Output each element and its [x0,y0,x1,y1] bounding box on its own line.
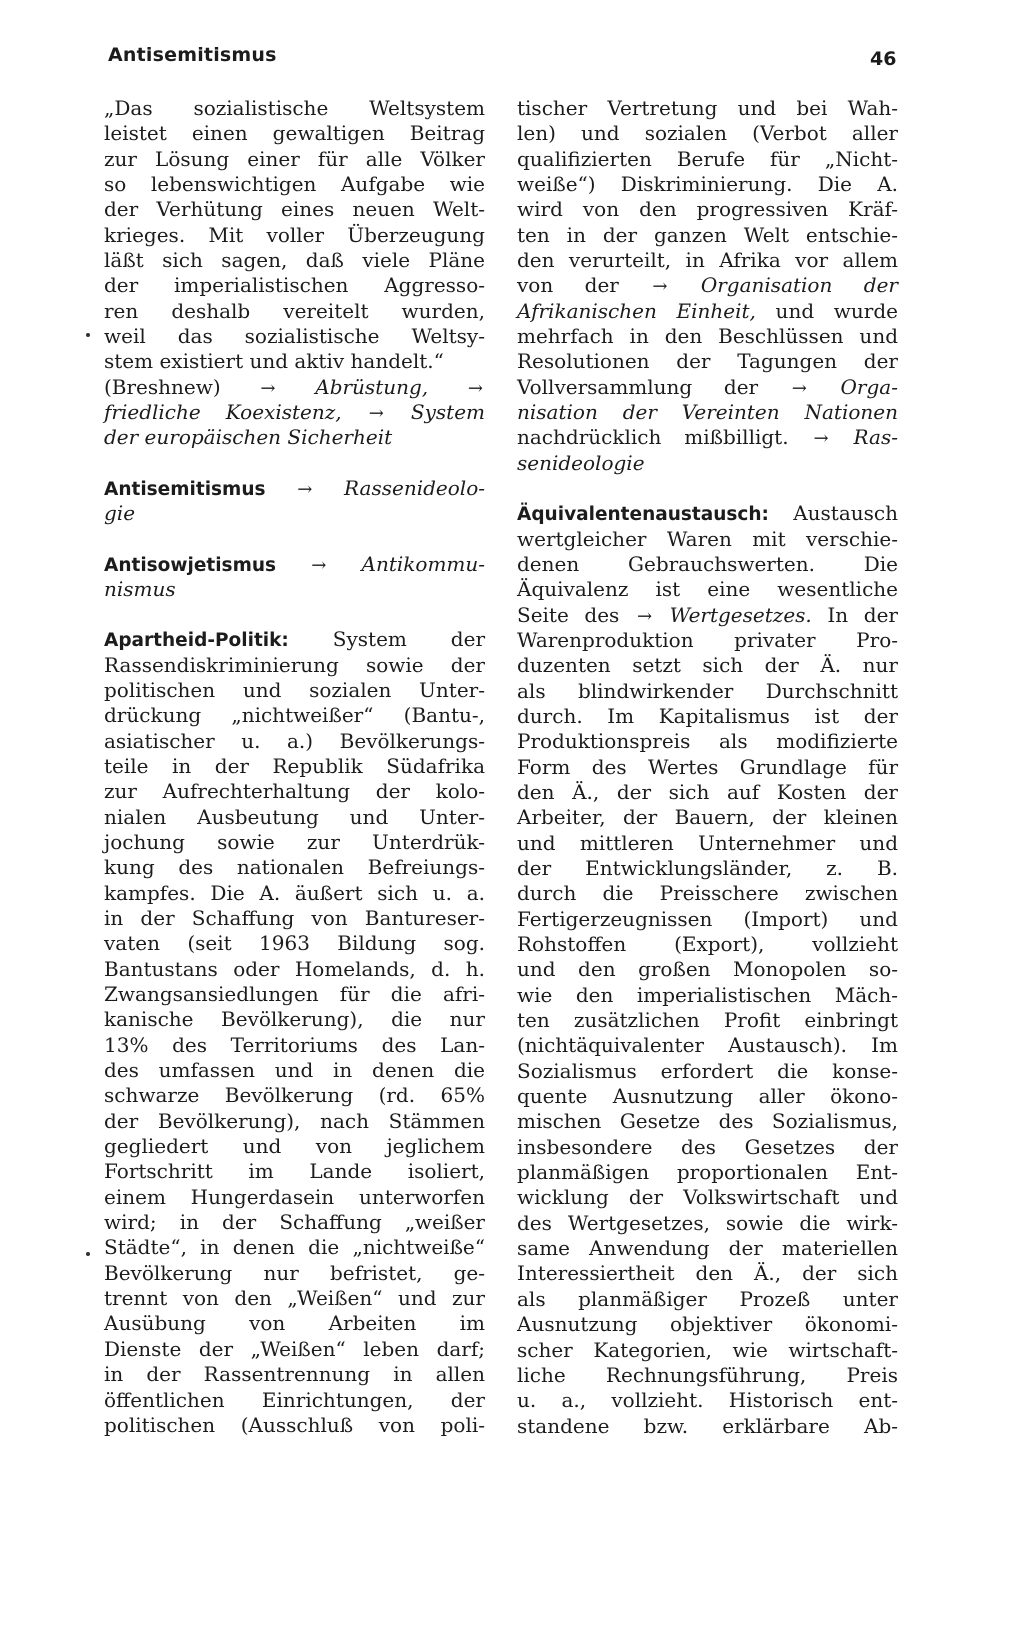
text-line [104,1083,485,1108]
body-text: durch die Preisschere zwischen [517,881,898,906]
text-line [104,1311,485,1336]
body-text: der Entwicklungsländer, z. B. [517,855,898,880]
text-line [517,1135,898,1160]
text-line [104,1337,485,1362]
text-line [104,501,485,526]
body-text: der Bevölkerung), nach Stämmen [104,1108,485,1133]
body-text: weil das sozialistische Weltsy- [104,324,485,349]
page-number: 46 [870,48,897,70]
text-line [104,1159,485,1184]
text-line [517,1109,898,1134]
text-line [104,425,485,450]
cross-reference-arrow-icon: → [813,428,829,450]
cross-reference-text: nisation der Vereinten Nationen [517,400,898,425]
cross-reference-text: Ras- [830,425,898,450]
text-line [517,501,898,526]
body-text: Arbeiter, der Bauern, der kleinen [517,805,898,830]
body-text: Rohstoffen (Export), vollzieht [517,932,898,956]
text-line [517,1084,898,1109]
cross-reference-text: Rassenideolo- [314,475,485,500]
body-text: zur Aufrechterhaltung der kolo- [104,779,485,804]
running-head: Antisemitismus [108,44,277,66]
text-line [517,1211,898,1236]
text-line [104,779,485,804]
text-line [104,931,485,956]
body-text: qualifizierten Berufe für „Nicht- [517,146,898,171]
body-text: (Breshnew) [104,374,259,399]
text-line [104,96,485,121]
body-text: liche Rechnungsführung, Preis [517,1362,898,1387]
body-text: scher Kategorien, wie wirtschaft- [517,1337,898,1362]
text-line [517,1059,898,1084]
text-line [104,881,485,906]
text-line [104,1033,485,1058]
text-line [104,324,485,349]
entry-term: Apartheid-Politik: [104,630,289,652]
body-text: und mittleren Unternehmer und [517,830,898,855]
text-line [517,907,898,932]
print-speck [86,333,90,337]
text-line [517,1236,898,1261]
text-line [104,400,485,425]
body-text: in der Schaffung von Bantureser- [104,905,485,930]
body-text: politischen und sozialen Unter- [104,677,485,702]
cross-reference-arrow-icon: → [652,276,668,298]
text-line [517,653,898,678]
body-text: Dienste der „Weißen“ leben darf; [104,1336,485,1361]
text-line [517,704,898,729]
text-line [104,805,485,830]
cross-reference-text: Afrikanischen Einheit, [517,298,756,323]
body-text: gegliedert und von jeglichem [104,1134,485,1159]
text-line [104,1007,485,1032]
cross-reference-text: Wertgesetzes. [654,602,812,627]
text-line [517,96,898,121]
body-text: und den großen Monopolen so- [517,957,898,982]
text-line [104,830,485,855]
text-line [517,1008,898,1033]
body-text [342,400,367,424]
text-line [104,1388,485,1413]
body-text: Form des Wertes Grundlage für [517,754,898,779]
body-text: vaten (seit 1963 Bildung sog. [104,931,485,956]
body-text [428,375,466,399]
body-text: weiße“) Diskriminierung. Die A. [517,172,898,197]
text-line [517,755,898,780]
text-line [104,653,485,678]
body-text: kung des nationalen Befreiungs- [104,855,485,880]
cross-reference-arrow-icon: → [636,605,653,627]
body-text: schwarze Bevölkerung (rd. 65% [104,1083,485,1108]
text-line [517,1185,898,1210]
body-text: wicklung der Volkswirtschaft und [517,1185,898,1210]
text-line [517,1388,898,1413]
body-text: Vollversammlung der [517,374,790,399]
text-line [517,1312,898,1337]
body-text: len) und sozialen (Verbot aller [517,121,898,146]
text-line [104,754,485,779]
body-text: planmäßigen proportionalen Ent- [517,1160,898,1185]
body-text: Äquivalenz ist eine wesentliche [517,577,898,602]
text-line [104,273,485,298]
body-text: ten zusätzlichen Profit einbringt [517,1008,898,1033]
body-text: „Das sozialistische Weltsystem [104,96,485,120]
body-text: insbesondere des Gesetzes der [517,1134,898,1159]
text-line [517,603,898,628]
body-text: nachdrücklich mißbilligt. [517,425,812,450]
body-text: trennt von den „Weißen“ und zur [104,1286,485,1311]
text-line [104,121,485,146]
text-line [517,223,898,248]
body-text: als planmäßiger Prozeß unter [517,1286,898,1311]
cross-reference-text: Abrüstung, [277,374,429,399]
body-text: mischen Gesetze des Sozialismus, [517,1109,898,1134]
body-text: der Verhütung eines neuen Welt- [104,197,485,222]
cross-reference-arrow-icon: → [297,478,313,500]
body-text: teile in der Republik Südafrika [104,753,485,778]
text-line [104,375,485,400]
body-text: jochung sowie zur Unterdrük- [104,829,485,854]
text-line [104,1058,485,1083]
body-text: quente Ausnutzung aller ökono- [517,1084,898,1109]
body-text: wie den imperialistischen Mäch- [517,982,898,1007]
body-text: ren deshalb vereitelt wurden, [104,298,485,323]
text-line [104,577,485,602]
text-line [517,1338,898,1363]
body-text [266,476,296,500]
text-line [104,703,485,728]
text-line [104,982,485,1007]
text-line [517,375,898,400]
body-text: tischer Vertretung und bei Wah- [517,96,898,120]
text-line [104,172,485,197]
body-text: und wurde [755,298,898,323]
text-line [104,299,485,324]
body-text: nialen Ausbeutung und Unter- [104,804,485,829]
text-line [517,172,898,197]
body-text: der imperialistischen Aggresso- [104,273,485,298]
body-text: als blindwirkender Durchschnitt [517,678,898,703]
body-text [276,552,309,576]
text-line [104,678,485,703]
text-line [104,627,485,652]
text-line [517,273,898,298]
body-text: Ausnutzung objektiver ökonomi- [517,1312,898,1337]
cross-reference-arrow-icon: → [467,377,483,399]
text-line [517,248,898,273]
text-line [517,805,898,830]
cross-reference-text: System [385,400,486,425]
body-text: asiatischer u. a.) Bevölkerungs- [104,728,485,753]
text-line [104,957,485,982]
cross-reference-text: der europäischen Sicherheit [104,425,393,450]
right-column [517,96,898,1439]
entry-term: Antisowjetismus [104,554,277,576]
text-line [517,1033,898,1058]
text-line [104,1109,485,1134]
text-line [104,1286,485,1311]
body-text: Fertigerzeugnissen (Import) und [517,906,898,931]
text-line [104,197,485,222]
text-line [104,1413,485,1438]
text-line [517,425,898,450]
body-text: Austausch [768,501,898,526]
text-line [517,400,898,425]
body-text: standene bzw. erklärbare Ab- [517,1413,898,1438]
body-text: Interessiertheit den Ä., der sich [517,1261,898,1286]
body-text: same Anwendung der materiellen [517,1236,898,1261]
text-line [104,1134,485,1159]
text-line [517,577,898,602]
text-line [104,1210,485,1235]
cross-reference-arrow-icon: → [260,377,276,399]
body-text: kanische Bevölkerung), die nur [104,1007,485,1032]
text-line [517,983,898,1008]
cross-reference-text: friedliche Koexistenz, [104,400,342,425]
body-text: wertgleicher Waren mit verschie- [517,526,898,551]
body-text: von der [517,273,651,298]
text-line [104,1261,485,1286]
cross-reference-text: senideologie [517,450,645,475]
body-text: des Wertgesetzes, sowie die wirk- [517,1210,898,1235]
body-text: (nichtäquivalenter Austausch). Im [517,1033,898,1058]
body-text: Resolutionen der Tagungen der [517,349,898,374]
body-text: Ausübung von Arbeiten im [104,1311,485,1336]
cross-reference-text: Antikommu- [328,551,486,576]
body-text: läßt sich sagen, daß viele Pläne [104,248,485,273]
body-text: Städte“, in denen die „nichtweiße“ [104,1235,485,1260]
body-text: Fortschritt im Lande isoliert, [104,1159,485,1184]
body-text: krieges. Mit voller Überzeugung [104,222,485,247]
body-text: stem existiert und aktiv handelt.“ [104,349,444,374]
body-text: Zwangsansiedlungen für die afri- [104,982,485,1006]
text-line [517,552,898,577]
text-line [517,1363,898,1388]
cross-reference-arrow-icon: → [368,403,384,425]
body-text: in der Rassentrennung in allen [104,1362,485,1387]
text-line [517,121,898,146]
text-line [104,1235,485,1260]
body-text: politischen (Ausschluß von poli- [104,1412,485,1437]
text-line [517,324,898,349]
cross-reference-arrow-icon: → [791,377,807,399]
text-line [517,628,898,653]
entry-gap [104,451,485,476]
entry-gap [104,527,485,552]
text-line [104,147,485,172]
cross-reference-text: Organisation der [669,273,898,298]
text-line [104,906,485,931]
text-line [517,729,898,754]
text-line [104,855,485,880]
body-text: den Ä., der sich auf Kosten der [517,779,898,804]
text-line [517,197,898,222]
body-text: zur Lösung einer für alle Völker [104,146,485,171]
text-line [517,527,898,552]
entry-gap [104,602,485,627]
body-text: den verurteilt, in Afrika vor allem [517,248,898,273]
body-text: Seite des [517,602,635,627]
body-text: einem Hungerdasein unterworfen [104,1184,485,1209]
text-line [517,349,898,374]
body-text: Produktionspreis als modifizierte [517,729,898,754]
body-text: wird; in der Schaffung „weißer [104,1210,485,1235]
left-column [104,96,485,1438]
text-line [517,679,898,704]
body-text: In der [811,602,898,627]
text-line [104,223,485,248]
entry-gap [517,476,898,501]
body-text: mehrfach in den Beschlüssen und [517,324,898,349]
body-text: duzenten setzt sich der Ä. nur [517,653,898,678]
body-text: Warenproduktion privater Pro- [517,627,898,652]
body-text: System der [288,627,485,652]
text-line [104,552,485,577]
body-text: Sozialismus erfordert die konse- [517,1058,898,1083]
text-line [517,1287,898,1312]
body-text: des umfassen und in denen die [104,1058,485,1083]
body-text: wird von den progressiven Kräf- [517,197,898,222]
body-text: durch. Im Kapitalismus ist der [517,703,898,728]
body-text: ten in der ganzen Welt entschie- [517,222,898,247]
body-text: leistet einen gewaltigen Beitrag [104,121,485,146]
text-line [517,1160,898,1185]
cross-reference-arrow-icon: → [311,554,327,576]
text-line [517,299,898,324]
entry-term: Äquivalentenaustausch: [517,504,769,526]
cross-reference-text: Orga- [808,374,898,399]
text-line [104,1362,485,1387]
body-text: 13% des Territoriums des Lan- [104,1032,485,1057]
text-line [104,349,485,374]
entry-term: Antisemitismus [104,478,266,500]
text-line [517,147,898,172]
body-text: kampfes. Die A. äußert sich u. a. [104,880,485,905]
text-line [104,476,485,501]
body-text: denen Gebrauchswerten. Die [517,551,898,576]
print-speck [86,1252,90,1256]
body-text: öffentlichen Einrichtungen, der [104,1387,485,1412]
body-text: u. a., vollzieht. Historisch ent- [517,1388,898,1413]
cross-reference-text: gie [104,501,136,526]
text-line [517,957,898,982]
body-text: Bevölkerung nur befristet, ge- [104,1260,485,1285]
text-line [517,780,898,805]
text-line [517,1261,898,1286]
text-line [517,856,898,881]
text-line [517,881,898,906]
text-line [104,1185,485,1210]
body-text: Rassendiskriminierung sowie der [104,652,485,677]
body-text: drückung „nichtweißer“ (Bantu-, [104,703,485,728]
body-text: Bantustans oder Homelands, d. h. [104,956,485,981]
text-line [517,451,898,476]
text-line [517,932,898,957]
text-line [104,729,485,754]
body-text: so lebenswichtigen Aufgabe wie [104,172,485,197]
cross-reference-text: nismus [104,576,176,601]
text-line [104,248,485,273]
text-line [517,831,898,856]
text-line [517,1414,898,1439]
